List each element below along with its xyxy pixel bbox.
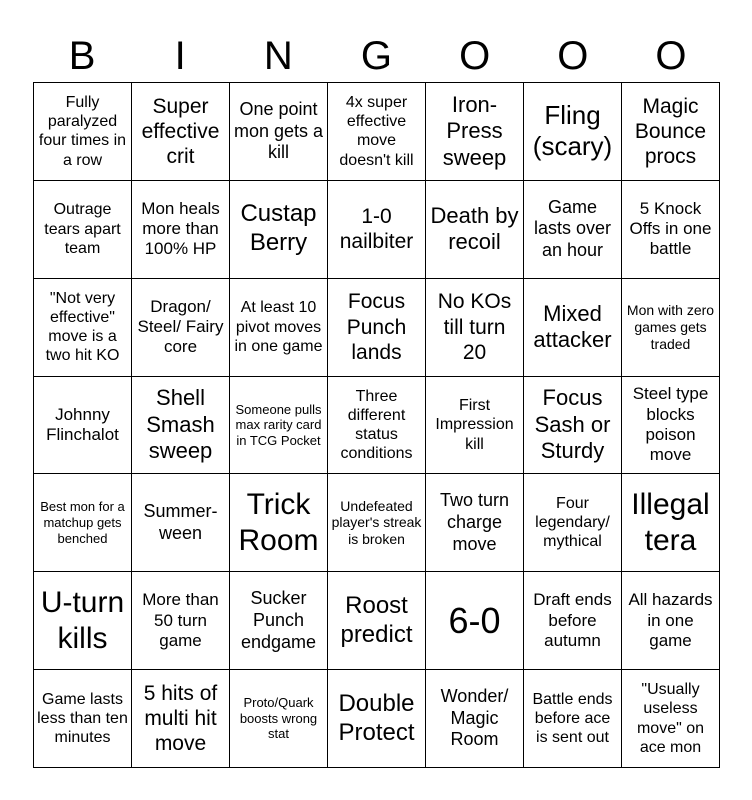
bingo-cell[interactable]: 4x super effective move doesn't kill (328, 83, 426, 181)
bingo-cell[interactable]: Undefeated player's streak is broken (328, 474, 426, 572)
bingo-cell[interactable]: Someone pulls max rarity card in TCG Pocket (230, 377, 328, 475)
header-letter-o3: O (655, 33, 687, 78)
bingo-cell[interactable]: Super effective crit (132, 83, 230, 181)
bingo-cell[interactable]: First Impression kill (426, 377, 524, 475)
bingo-cell[interactable]: All hazards in one game (622, 572, 720, 670)
bingo-cell[interactable]: Sucker Punch endgame (230, 572, 328, 670)
bingo-cell[interactable]: Battle ends before ace is sent out (524, 670, 622, 768)
bingo-cell[interactable]: Double Protect (328, 670, 426, 768)
bingo-cell[interactable]: Iron-Press sweep (426, 83, 524, 181)
bingo-board (33, 82, 720, 768)
bingo-cell[interactable]: No KOs till turn 20 (426, 279, 524, 377)
bingo-cell[interactable]: Custap Berry (230, 181, 328, 279)
bingo-header (33, 30, 720, 82)
bingo-cell[interactable]: Magic Bounce procs (622, 83, 720, 181)
bingo-cell[interactable]: Game lasts over an hour (524, 181, 622, 279)
bingo-cell[interactable]: Focus Punch lands (328, 279, 426, 377)
bingo-cell[interactable]: Fully paralyzed four times in a row (34, 83, 132, 181)
bingo-cell[interactable]: Focus Sash or Sturdy (524, 377, 622, 475)
bingo-cell[interactable]: Summer-ween (132, 474, 230, 572)
bingo-cell[interactable]: "Not very effective" move is a two hit KO (34, 279, 132, 377)
bingo-cell[interactable]: At least 10 pivot moves in one game (230, 279, 328, 377)
header-letter-n: N (263, 33, 293, 78)
bingo-cell[interactable]: Four legendary/ mythical (524, 474, 622, 572)
bingo-cell[interactable]: Wonder/ Magic Room (426, 670, 524, 768)
header-letter-o2: O (557, 33, 589, 78)
bingo-cell[interactable]: Trick Room (230, 474, 328, 572)
bingo-cell[interactable]: Three different status conditions (328, 377, 426, 475)
header-letter-b: B (68, 33, 96, 78)
bingo-cell[interactable]: Proto/Quark boosts wrong stat (230, 670, 328, 768)
bingo-cell[interactable]: 6-0 (426, 572, 524, 670)
bingo-cell[interactable]: "Usually useless move" on ace mon (622, 670, 720, 768)
header-letter-g: G (360, 33, 393, 78)
bingo-cell[interactable]: 5 hits of multi hit move (132, 670, 230, 768)
header-letter-o1: O (459, 33, 491, 78)
bingo-cell[interactable]: Shell Smash sweep (132, 377, 230, 475)
bingo-cell[interactable]: Steel type blocks poison move (622, 377, 720, 475)
bingo-cell[interactable]: Fling (scary) (524, 83, 622, 181)
bingo-cell[interactable]: Johnny Flinchalot (34, 377, 132, 475)
bingo-cell[interactable]: Illegal tera (622, 474, 720, 572)
bingo-cell[interactable]: Mon with zero games gets traded (622, 279, 720, 377)
bingo-cell[interactable]: Best mon for a matchup gets benched (34, 474, 132, 572)
bingo-cell[interactable]: More than 50 turn game (132, 572, 230, 670)
bingo-cell[interactable]: Game lasts less than ten minutes (34, 670, 132, 768)
bingo-cell[interactable]: 1-0 nailbiter (328, 181, 426, 279)
bingo-cell[interactable]: U-turn kills (34, 572, 132, 670)
header-letter-i: I (174, 33, 186, 78)
bingo-cell[interactable]: Mon heals more than 100% HP (132, 181, 230, 279)
bingo-cell[interactable]: Death by recoil (426, 181, 524, 279)
bingo-cell[interactable]: Roost predict (328, 572, 426, 670)
bingo-cell[interactable]: One point mon gets a kill (230, 83, 328, 181)
bingo-cell[interactable]: Two turn charge move (426, 474, 524, 572)
bingo-cell[interactable]: Outrage tears apart team (34, 181, 132, 279)
bingo-cell[interactable]: 5 Knock Offs in one battle (622, 181, 720, 279)
bingo-cell[interactable]: Draft ends before autumn (524, 572, 622, 670)
bingo-cell[interactable]: Dragon/ Steel/ Fairy core (132, 279, 230, 377)
bingo-cell[interactable]: Mixed attacker (524, 279, 622, 377)
